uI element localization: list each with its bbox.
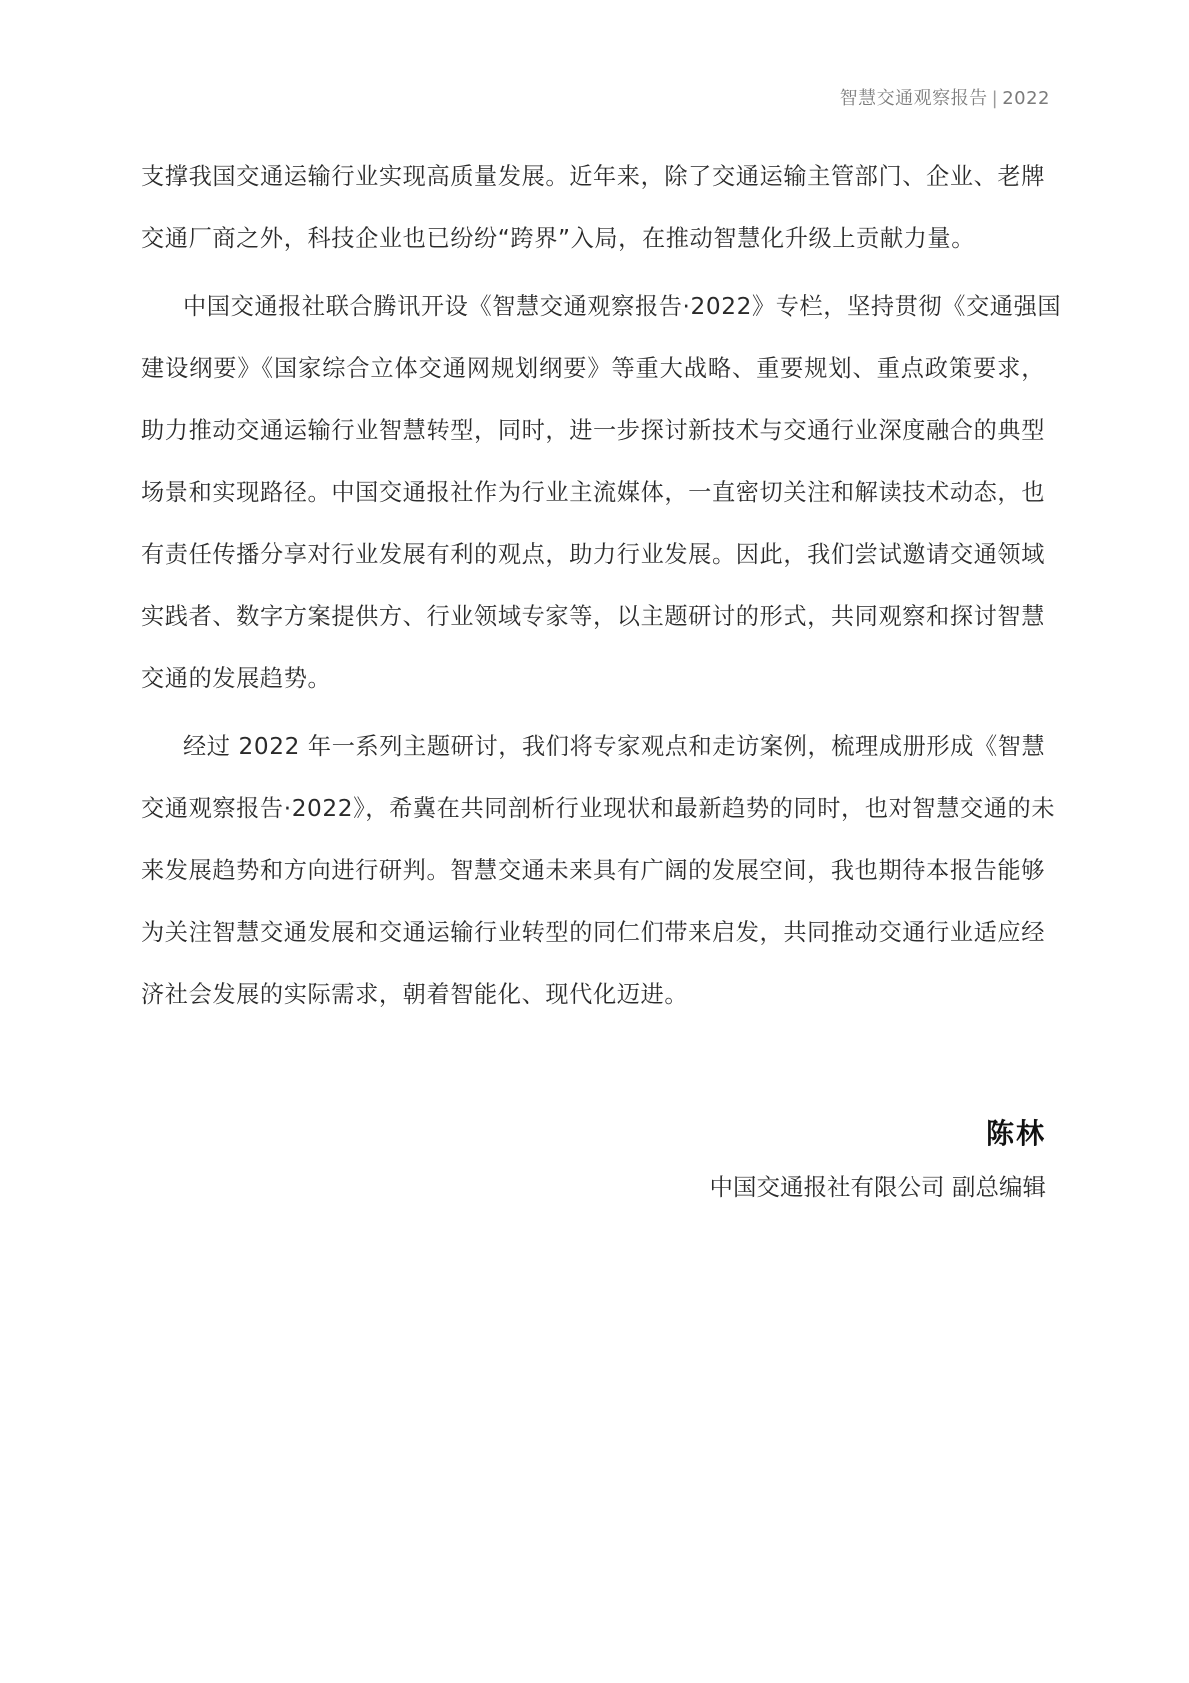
running-header — [840, 84, 1050, 110]
text-line: 济社会发展的实际需求，朝着智能化、现代化迈进。 — [141, 981, 689, 1008]
text-line: 来发展趋势和方向进行研判。智慧交通未来具有广阔的发展空间，我也期待本报告能够 — [141, 857, 1045, 884]
text-line: 交通观察报告·2022》，希冀在共同剖析行业现状和最新趋势的同时，也对智慧交通的未 — [141, 795, 1056, 822]
paragraph-1 — [141, 146, 1045, 270]
text-line: 交通厂商之外，科技企业也已纷纷“跨界”入局，在推动智慧化升级上贡献力量。 — [141, 225, 975, 252]
text-line: 中国交通报社联合腾讯开设《智慧交通观察报告·2022》专栏，坚持贯彻《交通强国 — [183, 293, 1062, 320]
report-year: 2022 — [1002, 88, 1050, 109]
text-line: 经过 2022 年一系列主题研讨，我们将专家观点和走访案例，梳理成册形成《智慧 — [183, 733, 1046, 760]
text-line: 助力推动交通运输行业智慧转型，同时，进一步探讨新技术与交通行业深度融合的典型 — [141, 417, 1045, 444]
author-title: 中国交通报社有限公司 副总编辑 — [709, 1173, 1046, 1201]
header-separator: | — [991, 88, 999, 109]
author-name: 陈林 — [985, 1117, 1046, 1150]
paragraph-2 — [141, 276, 1062, 710]
paragraph-3 — [141, 716, 1056, 1026]
text-line: 场景和实现路径。中国交通报社作为行业主流媒体，一直密切关注和解读技术动态，也 — [141, 479, 1045, 506]
text-line: 建设纲要》《国家综合立体交通网规划纲要》等重大战略、重要规划、重点政策要求， — [141, 355, 1045, 382]
text-line: 实践者、数字方案提供方、行业领域专家等，以主题研讨的形式，共同观察和探讨智慧 — [141, 603, 1045, 630]
report-title: 智慧交通观察报告 — [839, 88, 988, 109]
text-line: 交通的发展趋势。 — [141, 665, 332, 692]
text-line: 为关注智慧交通发展和交通运输行业转型的同仁们带来启发，共同推动交通行业适应经 — [141, 919, 1045, 946]
text-line: 支撑我国交通运输行业实现高质量发展。近年来，除了交通运输主管部门、企业、老牌 — [141, 163, 1045, 190]
body-text — [141, 146, 1062, 1026]
text-line: 有责任传播分享对行业发展有利的观点，助力行业发展。因此，我们尝试邀请交通领域 — [141, 541, 1045, 568]
